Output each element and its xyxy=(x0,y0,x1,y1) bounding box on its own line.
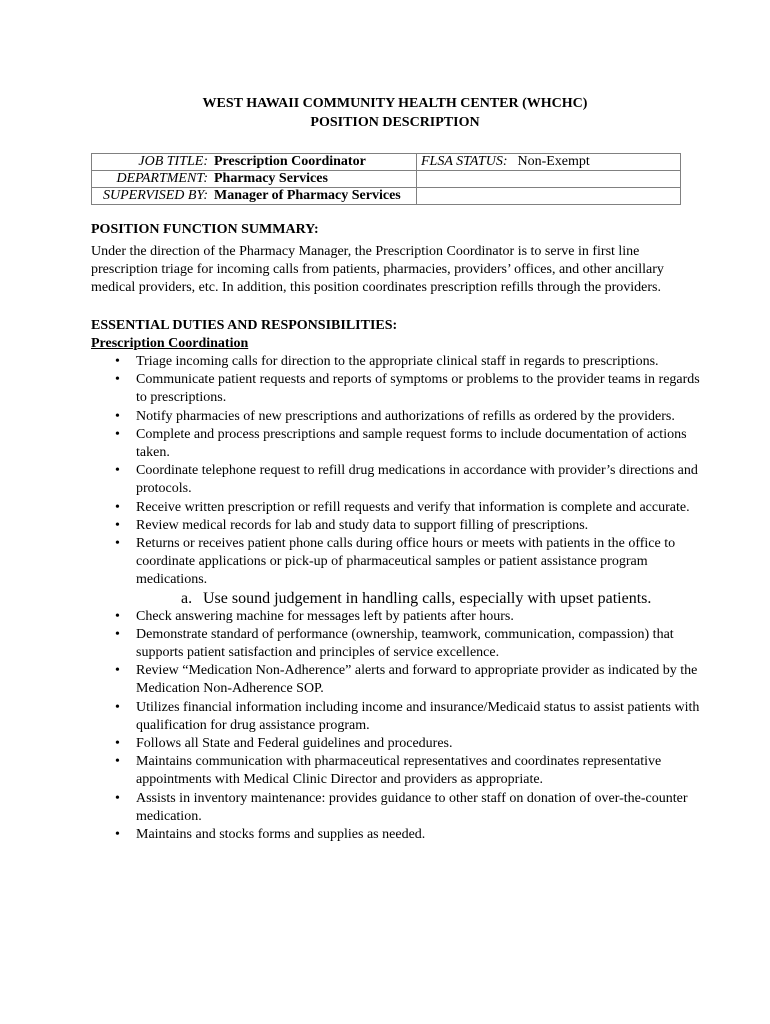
empty-cell xyxy=(417,171,681,188)
job-title-cell xyxy=(92,154,417,171)
list-item: • Triage incoming calls for direction to the appropriate clinical staff in regards to prescriptions. xyxy=(136,353,700,371)
document-header xyxy=(91,94,700,132)
list-item: • Receive written prescription or refill requests and verify that information is complete and accurate. xyxy=(136,499,700,517)
list-item: • Complete and process prescriptions and sample request forms to include documentation of actions taken. xyxy=(136,426,700,462)
sub-list xyxy=(91,590,700,608)
department-label: DEPARTMENT: xyxy=(116,171,208,186)
list-item: • Returns or receives patient phone calls during office hours or meets with patients in the office to coordinate applications or pick-up of pharmaceutical samples or patient assistance program medications. xyxy=(136,535,700,590)
supervised-value: Manager of Pharmacy Services xyxy=(214,188,401,203)
job-info-table xyxy=(91,153,681,205)
duties-list-continued xyxy=(91,608,700,845)
summary-heading: POSITION FUNCTION SUMMARY: xyxy=(91,222,319,237)
document-title: POSITION DESCRIPTION xyxy=(310,115,480,130)
list-item: • Notify pharmacies of new prescriptions and authorizations of refills as ordered by the providers. xyxy=(136,408,700,426)
duties-subheading: Prescription Coordination xyxy=(91,336,249,351)
organization-title: WEST HAWAII COMMUNITY HEALTH CENTER (WHCHC) xyxy=(202,96,588,111)
list-item: • Review “Medication Non-Adherence” alerts and forward to appropriate provider as indicated by the Medication Non-Adherence SOP. xyxy=(136,662,700,698)
list-item: • Assists in inventory maintenance: provides guidance to other staff on donation of over-the-counter medication. xyxy=(136,790,700,826)
sub-list-text: Use sound judgement in handling calls, especially with upset patients. xyxy=(203,589,652,607)
department-cell xyxy=(92,171,417,188)
list-item: • Coordinate telephone request to refill drug medications in accordance with provider’s directions and protocols. xyxy=(136,462,700,498)
job-title-value: Prescription Coordinator xyxy=(214,154,366,169)
list-item: • Maintains communication with pharmaceutical representatives and coordinates representative appointments with Medical Clinic Director and providers as appropriate. xyxy=(136,753,700,789)
list-item: • Communicate patient requests and reports of symptoms or problems to the provider teams in regards to prescriptions. xyxy=(136,371,700,407)
flsa-cell xyxy=(417,154,681,171)
job-title-label: JOB TITLE: xyxy=(138,154,208,169)
list-item: • Utilizes financial information including income and insurance/Medicaid status to assist patients with qualification for drug assistance program. xyxy=(136,699,700,735)
list-item: • Demonstrate standard of performance (ownership, teamwork, communication, compassion) that supports patient satisfaction and principles of service excellence. xyxy=(136,626,700,662)
supervised-label: SUPERVISED BY: xyxy=(103,188,208,203)
sub-list-item xyxy=(136,590,700,608)
summary-text: Under the direction of the Pharmacy Manager, the Prescription Coordinator is to serve in first line prescription triage for incoming calls from patients, pharmacies, providers’ offices, and other ancillary medical providers, etc. In addition, this position coordinates prescription refills through the providers. xyxy=(91,244,664,295)
department-value: Pharmacy Services xyxy=(214,171,328,186)
duties-heading: ESSENTIAL DUTIES AND RESPONSIBILITIES: xyxy=(91,318,398,333)
list-item: • Review medical records for lab and study data to support filling of prescriptions. xyxy=(136,517,700,535)
empty-cell xyxy=(417,188,681,205)
supervised-cell xyxy=(92,188,417,205)
sub-list-letter: a. xyxy=(181,589,193,607)
list-item: • Maintains and stocks forms and supplies as needed. xyxy=(136,826,700,844)
list-item: • Follows all State and Federal guidelines and procedures. xyxy=(136,735,700,753)
list-item: • Check answering machine for messages left by patients after hours. xyxy=(136,608,700,626)
flsa-label: FLSA STATUS: xyxy=(421,154,508,169)
flsa-value: Non-Exempt xyxy=(517,154,590,169)
duties-list xyxy=(91,353,700,590)
